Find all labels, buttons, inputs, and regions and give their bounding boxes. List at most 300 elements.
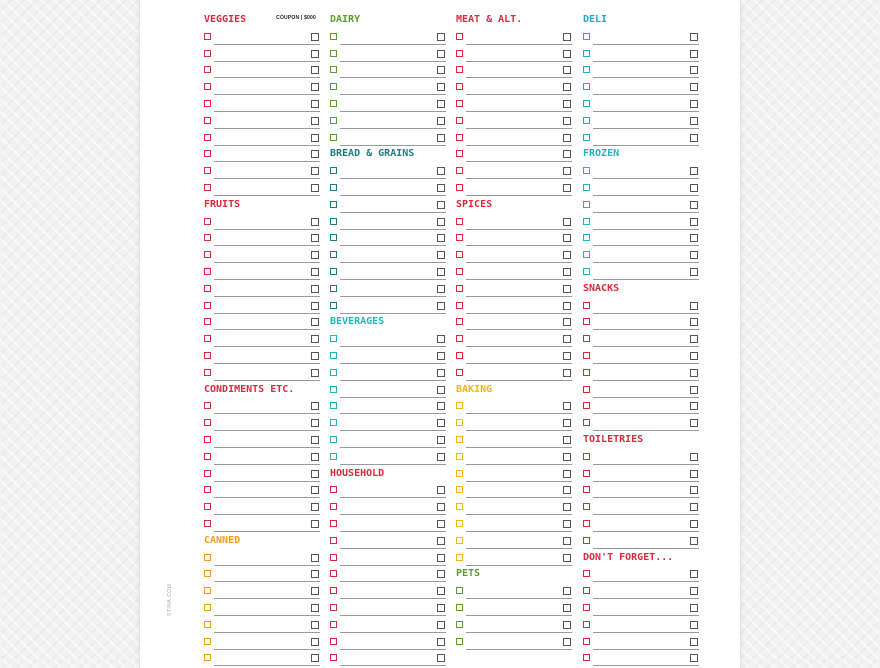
- item-write-line[interactable]: [340, 313, 446, 314]
- coupon-checkbox[interactable]: [563, 66, 571, 74]
- item-write-line[interactable]: [593, 346, 699, 347]
- item-checkbox[interactable]: [456, 50, 463, 57]
- item-write-line[interactable]: [466, 111, 572, 112]
- item-write-line[interactable]: [593, 649, 699, 650]
- item-checkbox[interactable]: [583, 184, 590, 191]
- item-write-line[interactable]: [466, 329, 572, 330]
- item-write-line[interactable]: [214, 497, 320, 498]
- item-write-line[interactable]: [340, 565, 446, 566]
- coupon-checkbox[interactable]: [311, 402, 319, 410]
- item-checkbox[interactable]: [330, 604, 337, 611]
- item-write-line[interactable]: [466, 514, 572, 515]
- coupon-checkbox[interactable]: [563, 33, 571, 41]
- coupon-checkbox[interactable]: [690, 83, 698, 91]
- item-write-line[interactable]: [214, 346, 320, 347]
- item-write-line[interactable]: [593, 380, 699, 381]
- item-checkbox[interactable]: [583, 50, 590, 57]
- item-checkbox[interactable]: [204, 453, 211, 460]
- item-write-line[interactable]: [593, 212, 699, 213]
- coupon-checkbox[interactable]: [311, 302, 319, 310]
- coupon-checkbox[interactable]: [690, 335, 698, 343]
- item-write-line[interactable]: [340, 413, 446, 414]
- coupon-checkbox[interactable]: [563, 50, 571, 58]
- item-checkbox[interactable]: [583, 386, 590, 393]
- item-write-line[interactable]: [214, 447, 320, 448]
- coupon-checkbox[interactable]: [311, 184, 319, 192]
- item-write-line[interactable]: [214, 111, 320, 112]
- coupon-checkbox[interactable]: [563, 117, 571, 125]
- coupon-checkbox[interactable]: [311, 554, 319, 562]
- item-write-line[interactable]: [214, 279, 320, 280]
- coupon-checkbox[interactable]: [690, 218, 698, 226]
- coupon-checkbox[interactable]: [563, 503, 571, 511]
- item-checkbox[interactable]: [583, 570, 590, 577]
- coupon-checkbox[interactable]: [437, 503, 445, 511]
- item-checkbox[interactable]: [330, 587, 337, 594]
- item-checkbox[interactable]: [204, 419, 211, 426]
- item-write-line[interactable]: [466, 229, 572, 230]
- item-checkbox[interactable]: [330, 251, 337, 258]
- item-write-line[interactable]: [466, 649, 572, 650]
- item-checkbox[interactable]: [583, 335, 590, 342]
- coupon-checkbox[interactable]: [437, 117, 445, 125]
- item-write-line[interactable]: [593, 548, 699, 549]
- item-checkbox[interactable]: [583, 201, 590, 208]
- item-checkbox[interactable]: [330, 184, 337, 191]
- item-write-line[interactable]: [593, 363, 699, 364]
- coupon-checkbox[interactable]: [563, 436, 571, 444]
- item-write-line[interactable]: [593, 514, 699, 515]
- coupon-checkbox[interactable]: [311, 134, 319, 142]
- item-write-line[interactable]: [340, 229, 446, 230]
- item-checkbox[interactable]: [204, 503, 211, 510]
- item-write-line[interactable]: [340, 94, 446, 95]
- coupon-checkbox[interactable]: [437, 201, 445, 209]
- coupon-checkbox[interactable]: [437, 335, 445, 343]
- item-write-line[interactable]: [340, 531, 446, 532]
- coupon-checkbox[interactable]: [311, 503, 319, 511]
- item-write-line[interactable]: [340, 514, 446, 515]
- item-checkbox[interactable]: [456, 66, 463, 73]
- coupon-checkbox[interactable]: [437, 402, 445, 410]
- item-checkbox[interactable]: [456, 369, 463, 376]
- coupon-checkbox[interactable]: [563, 453, 571, 461]
- item-write-line[interactable]: [466, 94, 572, 95]
- item-checkbox[interactable]: [456, 587, 463, 594]
- coupon-checkbox[interactable]: [690, 604, 698, 612]
- item-checkbox[interactable]: [456, 486, 463, 493]
- item-checkbox[interactable]: [583, 167, 590, 174]
- item-checkbox[interactable]: [330, 386, 337, 393]
- coupon-checkbox[interactable]: [437, 66, 445, 74]
- coupon-checkbox[interactable]: [563, 335, 571, 343]
- item-checkbox[interactable]: [583, 302, 590, 309]
- item-checkbox[interactable]: [456, 621, 463, 628]
- item-write-line[interactable]: [466, 497, 572, 498]
- item-checkbox[interactable]: [456, 470, 463, 477]
- item-write-line[interactable]: [593, 397, 699, 398]
- item-checkbox[interactable]: [204, 654, 211, 661]
- item-checkbox[interactable]: [330, 302, 337, 309]
- item-write-line[interactable]: [466, 178, 572, 179]
- coupon-checkbox[interactable]: [690, 369, 698, 377]
- coupon-checkbox[interactable]: [311, 654, 319, 662]
- item-write-line[interactable]: [340, 44, 446, 45]
- item-checkbox[interactable]: [330, 33, 337, 40]
- coupon-checkbox[interactable]: [690, 570, 698, 578]
- item-checkbox[interactable]: [204, 302, 211, 309]
- coupon-checkbox[interactable]: [437, 83, 445, 91]
- coupon-checkbox[interactable]: [311, 234, 319, 242]
- item-checkbox[interactable]: [456, 335, 463, 342]
- item-checkbox[interactable]: [583, 352, 590, 359]
- item-checkbox[interactable]: [204, 570, 211, 577]
- item-checkbox[interactable]: [583, 83, 590, 90]
- coupon-checkbox[interactable]: [311, 285, 319, 293]
- item-write-line[interactable]: [214, 94, 320, 95]
- item-checkbox[interactable]: [204, 638, 211, 645]
- item-checkbox[interactable]: [583, 453, 590, 460]
- item-checkbox[interactable]: [330, 520, 337, 527]
- item-write-line[interactable]: [593, 329, 699, 330]
- item-write-line[interactable]: [340, 346, 446, 347]
- coupon-checkbox[interactable]: [311, 251, 319, 259]
- item-checkbox[interactable]: [583, 218, 590, 225]
- coupon-checkbox[interactable]: [437, 654, 445, 662]
- coupon-checkbox[interactable]: [437, 621, 445, 629]
- item-checkbox[interactable]: [330, 50, 337, 57]
- coupon-checkbox[interactable]: [690, 201, 698, 209]
- coupon-checkbox[interactable]: [563, 369, 571, 377]
- item-checkbox[interactable]: [204, 554, 211, 561]
- item-write-line[interactable]: [214, 380, 320, 381]
- item-checkbox[interactable]: [204, 218, 211, 225]
- coupon-checkbox[interactable]: [563, 486, 571, 494]
- item-checkbox[interactable]: [456, 402, 463, 409]
- item-write-line[interactable]: [214, 296, 320, 297]
- item-checkbox[interactable]: [583, 621, 590, 628]
- item-write-line[interactable]: [466, 464, 572, 465]
- item-checkbox[interactable]: [204, 285, 211, 292]
- item-write-line[interactable]: [340, 430, 446, 431]
- coupon-checkbox[interactable]: [437, 352, 445, 360]
- item-checkbox[interactable]: [583, 503, 590, 510]
- item-checkbox[interactable]: [330, 402, 337, 409]
- coupon-checkbox[interactable]: [690, 66, 698, 74]
- item-write-line[interactable]: [340, 632, 446, 633]
- item-checkbox[interactable]: [456, 537, 463, 544]
- item-checkbox[interactable]: [204, 486, 211, 493]
- item-write-line[interactable]: [214, 61, 320, 62]
- coupon-checkbox[interactable]: [437, 184, 445, 192]
- item-write-line[interactable]: [340, 615, 446, 616]
- item-checkbox[interactable]: [583, 134, 590, 141]
- item-checkbox[interactable]: [456, 419, 463, 426]
- coupon-checkbox[interactable]: [690, 503, 698, 511]
- item-checkbox[interactable]: [583, 520, 590, 527]
- item-write-line[interactable]: [466, 245, 572, 246]
- item-write-line[interactable]: [593, 413, 699, 414]
- coupon-checkbox[interactable]: [563, 419, 571, 427]
- coupon-checkbox[interactable]: [563, 167, 571, 175]
- item-write-line[interactable]: [593, 145, 699, 146]
- item-checkbox[interactable]: [456, 268, 463, 275]
- item-write-line[interactable]: [340, 111, 446, 112]
- coupon-checkbox[interactable]: [311, 352, 319, 360]
- item-write-line[interactable]: [214, 481, 320, 482]
- coupon-checkbox[interactable]: [311, 66, 319, 74]
- item-checkbox[interactable]: [204, 268, 211, 275]
- item-write-line[interactable]: [340, 128, 446, 129]
- item-checkbox[interactable]: [456, 520, 463, 527]
- item-checkbox[interactable]: [330, 419, 337, 426]
- item-checkbox[interactable]: [456, 134, 463, 141]
- item-write-line[interactable]: [214, 632, 320, 633]
- item-checkbox[interactable]: [583, 369, 590, 376]
- item-checkbox[interactable]: [204, 184, 211, 191]
- item-checkbox[interactable]: [330, 66, 337, 73]
- coupon-checkbox[interactable]: [690, 117, 698, 125]
- item-checkbox[interactable]: [330, 638, 337, 645]
- item-write-line[interactable]: [214, 598, 320, 599]
- coupon-checkbox[interactable]: [690, 318, 698, 326]
- coupon-checkbox[interactable]: [437, 33, 445, 41]
- item-write-line[interactable]: [466, 346, 572, 347]
- coupon-checkbox[interactable]: [311, 570, 319, 578]
- item-checkbox[interactable]: [330, 621, 337, 628]
- coupon-checkbox[interactable]: [563, 402, 571, 410]
- item-write-line[interactable]: [466, 313, 572, 314]
- item-checkbox[interactable]: [204, 470, 211, 477]
- item-checkbox[interactable]: [456, 604, 463, 611]
- item-checkbox[interactable]: [456, 554, 463, 561]
- item-write-line[interactable]: [593, 615, 699, 616]
- item-write-line[interactable]: [593, 430, 699, 431]
- item-write-line[interactable]: [466, 279, 572, 280]
- coupon-checkbox[interactable]: [690, 268, 698, 276]
- item-write-line[interactable]: [214, 178, 320, 179]
- item-checkbox[interactable]: [204, 402, 211, 409]
- item-checkbox[interactable]: [330, 285, 337, 292]
- item-checkbox[interactable]: [456, 33, 463, 40]
- item-write-line[interactable]: [214, 262, 320, 263]
- item-checkbox[interactable]: [204, 50, 211, 57]
- item-write-line[interactable]: [214, 195, 320, 196]
- item-write-line[interactable]: [593, 44, 699, 45]
- item-write-line[interactable]: [466, 128, 572, 129]
- item-write-line[interactable]: [340, 380, 446, 381]
- item-write-line[interactable]: [466, 77, 572, 78]
- coupon-checkbox[interactable]: [311, 419, 319, 427]
- item-write-line[interactable]: [593, 598, 699, 599]
- coupon-checkbox[interactable]: [311, 100, 319, 108]
- item-checkbox[interactable]: [583, 470, 590, 477]
- coupon-checkbox[interactable]: [437, 554, 445, 562]
- coupon-checkbox[interactable]: [311, 638, 319, 646]
- item-write-line[interactable]: [466, 632, 572, 633]
- item-write-line[interactable]: [214, 649, 320, 650]
- item-checkbox[interactable]: [204, 436, 211, 443]
- item-checkbox[interactable]: [330, 100, 337, 107]
- coupon-checkbox[interactable]: [690, 352, 698, 360]
- coupon-checkbox[interactable]: [437, 587, 445, 595]
- coupon-checkbox[interactable]: [437, 285, 445, 293]
- item-checkbox[interactable]: [204, 100, 211, 107]
- coupon-checkbox[interactable]: [311, 470, 319, 478]
- coupon-checkbox[interactable]: [563, 150, 571, 158]
- item-write-line[interactable]: [593, 481, 699, 482]
- item-write-line[interactable]: [593, 531, 699, 532]
- item-write-line[interactable]: [593, 94, 699, 95]
- item-checkbox[interactable]: [583, 402, 590, 409]
- coupon-checkbox[interactable]: [563, 134, 571, 142]
- item-write-line[interactable]: [593, 632, 699, 633]
- coupon-checkbox[interactable]: [690, 50, 698, 58]
- item-write-line[interactable]: [340, 397, 446, 398]
- coupon-checkbox[interactable]: [563, 554, 571, 562]
- item-checkbox[interactable]: [330, 554, 337, 561]
- coupon-checkbox[interactable]: [437, 520, 445, 528]
- item-checkbox[interactable]: [456, 436, 463, 443]
- item-write-line[interactable]: [466, 548, 572, 549]
- item-checkbox[interactable]: [456, 352, 463, 359]
- item-checkbox[interactable]: [204, 234, 211, 241]
- item-checkbox[interactable]: [456, 234, 463, 241]
- item-write-line[interactable]: [214, 464, 320, 465]
- item-checkbox[interactable]: [583, 66, 590, 73]
- coupon-checkbox[interactable]: [437, 369, 445, 377]
- item-write-line[interactable]: [214, 565, 320, 566]
- item-write-line[interactable]: [593, 229, 699, 230]
- coupon-checkbox[interactable]: [563, 587, 571, 595]
- item-checkbox[interactable]: [456, 318, 463, 325]
- coupon-checkbox[interactable]: [437, 386, 445, 394]
- coupon-checkbox[interactable]: [563, 184, 571, 192]
- coupon-checkbox[interactable]: [437, 537, 445, 545]
- item-write-line[interactable]: [340, 447, 446, 448]
- item-write-line[interactable]: [593, 178, 699, 179]
- item-write-line[interactable]: [593, 111, 699, 112]
- coupon-checkbox[interactable]: [563, 251, 571, 259]
- item-checkbox[interactable]: [204, 251, 211, 258]
- item-write-line[interactable]: [466, 531, 572, 532]
- item-write-line[interactable]: [466, 598, 572, 599]
- item-checkbox[interactable]: [330, 352, 337, 359]
- item-write-line[interactable]: [593, 128, 699, 129]
- item-checkbox[interactable]: [204, 167, 211, 174]
- item-write-line[interactable]: [214, 514, 320, 515]
- coupon-checkbox[interactable]: [437, 50, 445, 58]
- item-checkbox[interactable]: [330, 201, 337, 208]
- item-write-line[interactable]: [593, 61, 699, 62]
- coupon-checkbox[interactable]: [563, 352, 571, 360]
- item-checkbox[interactable]: [456, 117, 463, 124]
- item-checkbox[interactable]: [456, 83, 463, 90]
- item-write-line[interactable]: [466, 161, 572, 162]
- coupon-checkbox[interactable]: [311, 604, 319, 612]
- item-checkbox[interactable]: [204, 604, 211, 611]
- coupon-checkbox[interactable]: [563, 100, 571, 108]
- coupon-checkbox[interactable]: [311, 33, 319, 41]
- coupon-checkbox[interactable]: [563, 302, 571, 310]
- coupon-checkbox[interactable]: [690, 419, 698, 427]
- item-checkbox[interactable]: [204, 369, 211, 376]
- coupon-checkbox[interactable]: [690, 587, 698, 595]
- coupon-checkbox[interactable]: [311, 335, 319, 343]
- item-write-line[interactable]: [214, 531, 320, 532]
- coupon-checkbox[interactable]: [690, 654, 698, 662]
- item-checkbox[interactable]: [583, 117, 590, 124]
- coupon-checkbox[interactable]: [690, 302, 698, 310]
- item-checkbox[interactable]: [456, 302, 463, 309]
- item-write-line[interactable]: [214, 229, 320, 230]
- item-write-line[interactable]: [593, 245, 699, 246]
- coupon-checkbox[interactable]: [563, 218, 571, 226]
- coupon-checkbox[interactable]: [311, 369, 319, 377]
- coupon-checkbox[interactable]: [437, 100, 445, 108]
- item-checkbox[interactable]: [204, 66, 211, 73]
- coupon-checkbox[interactable]: [311, 50, 319, 58]
- item-write-line[interactable]: [466, 481, 572, 482]
- item-write-line[interactable]: [466, 363, 572, 364]
- item-write-line[interactable]: [214, 128, 320, 129]
- item-checkbox[interactable]: [330, 335, 337, 342]
- coupon-checkbox[interactable]: [311, 150, 319, 158]
- item-write-line[interactable]: [466, 195, 572, 196]
- item-checkbox[interactable]: [456, 150, 463, 157]
- item-checkbox[interactable]: [583, 486, 590, 493]
- coupon-checkbox[interactable]: [563, 285, 571, 293]
- item-write-line[interactable]: [340, 581, 446, 582]
- item-checkbox[interactable]: [456, 453, 463, 460]
- coupon-checkbox[interactable]: [437, 486, 445, 494]
- item-checkbox[interactable]: [456, 285, 463, 292]
- item-write-line[interactable]: [466, 447, 572, 448]
- item-write-line[interactable]: [340, 212, 446, 213]
- coupon-checkbox[interactable]: [690, 621, 698, 629]
- coupon-checkbox[interactable]: [437, 570, 445, 578]
- item-checkbox[interactable]: [204, 117, 211, 124]
- coupon-checkbox[interactable]: [563, 83, 571, 91]
- item-write-line[interactable]: [466, 413, 572, 414]
- coupon-checkbox[interactable]: [563, 268, 571, 276]
- coupon-checkbox[interactable]: [311, 268, 319, 276]
- coupon-checkbox[interactable]: [437, 268, 445, 276]
- coupon-checkbox[interactable]: [311, 587, 319, 595]
- item-checkbox[interactable]: [330, 570, 337, 577]
- item-checkbox[interactable]: [583, 100, 590, 107]
- item-checkbox[interactable]: [330, 503, 337, 510]
- item-write-line[interactable]: [340, 262, 446, 263]
- item-write-line[interactable]: [340, 77, 446, 78]
- item-write-line[interactable]: [340, 145, 446, 146]
- item-checkbox[interactable]: [330, 537, 337, 544]
- item-checkbox[interactable]: [456, 218, 463, 225]
- coupon-checkbox[interactable]: [690, 184, 698, 192]
- coupon-checkbox[interactable]: [690, 251, 698, 259]
- item-checkbox[interactable]: [204, 318, 211, 325]
- item-write-line[interactable]: [340, 61, 446, 62]
- coupon-checkbox[interactable]: [311, 520, 319, 528]
- item-checkbox[interactable]: [204, 520, 211, 527]
- item-write-line[interactable]: [593, 77, 699, 78]
- item-checkbox[interactable]: [583, 638, 590, 645]
- item-checkbox[interactable]: [204, 352, 211, 359]
- item-checkbox[interactable]: [456, 638, 463, 645]
- item-write-line[interactable]: [214, 161, 320, 162]
- coupon-checkbox[interactable]: [690, 470, 698, 478]
- coupon-checkbox[interactable]: [690, 167, 698, 175]
